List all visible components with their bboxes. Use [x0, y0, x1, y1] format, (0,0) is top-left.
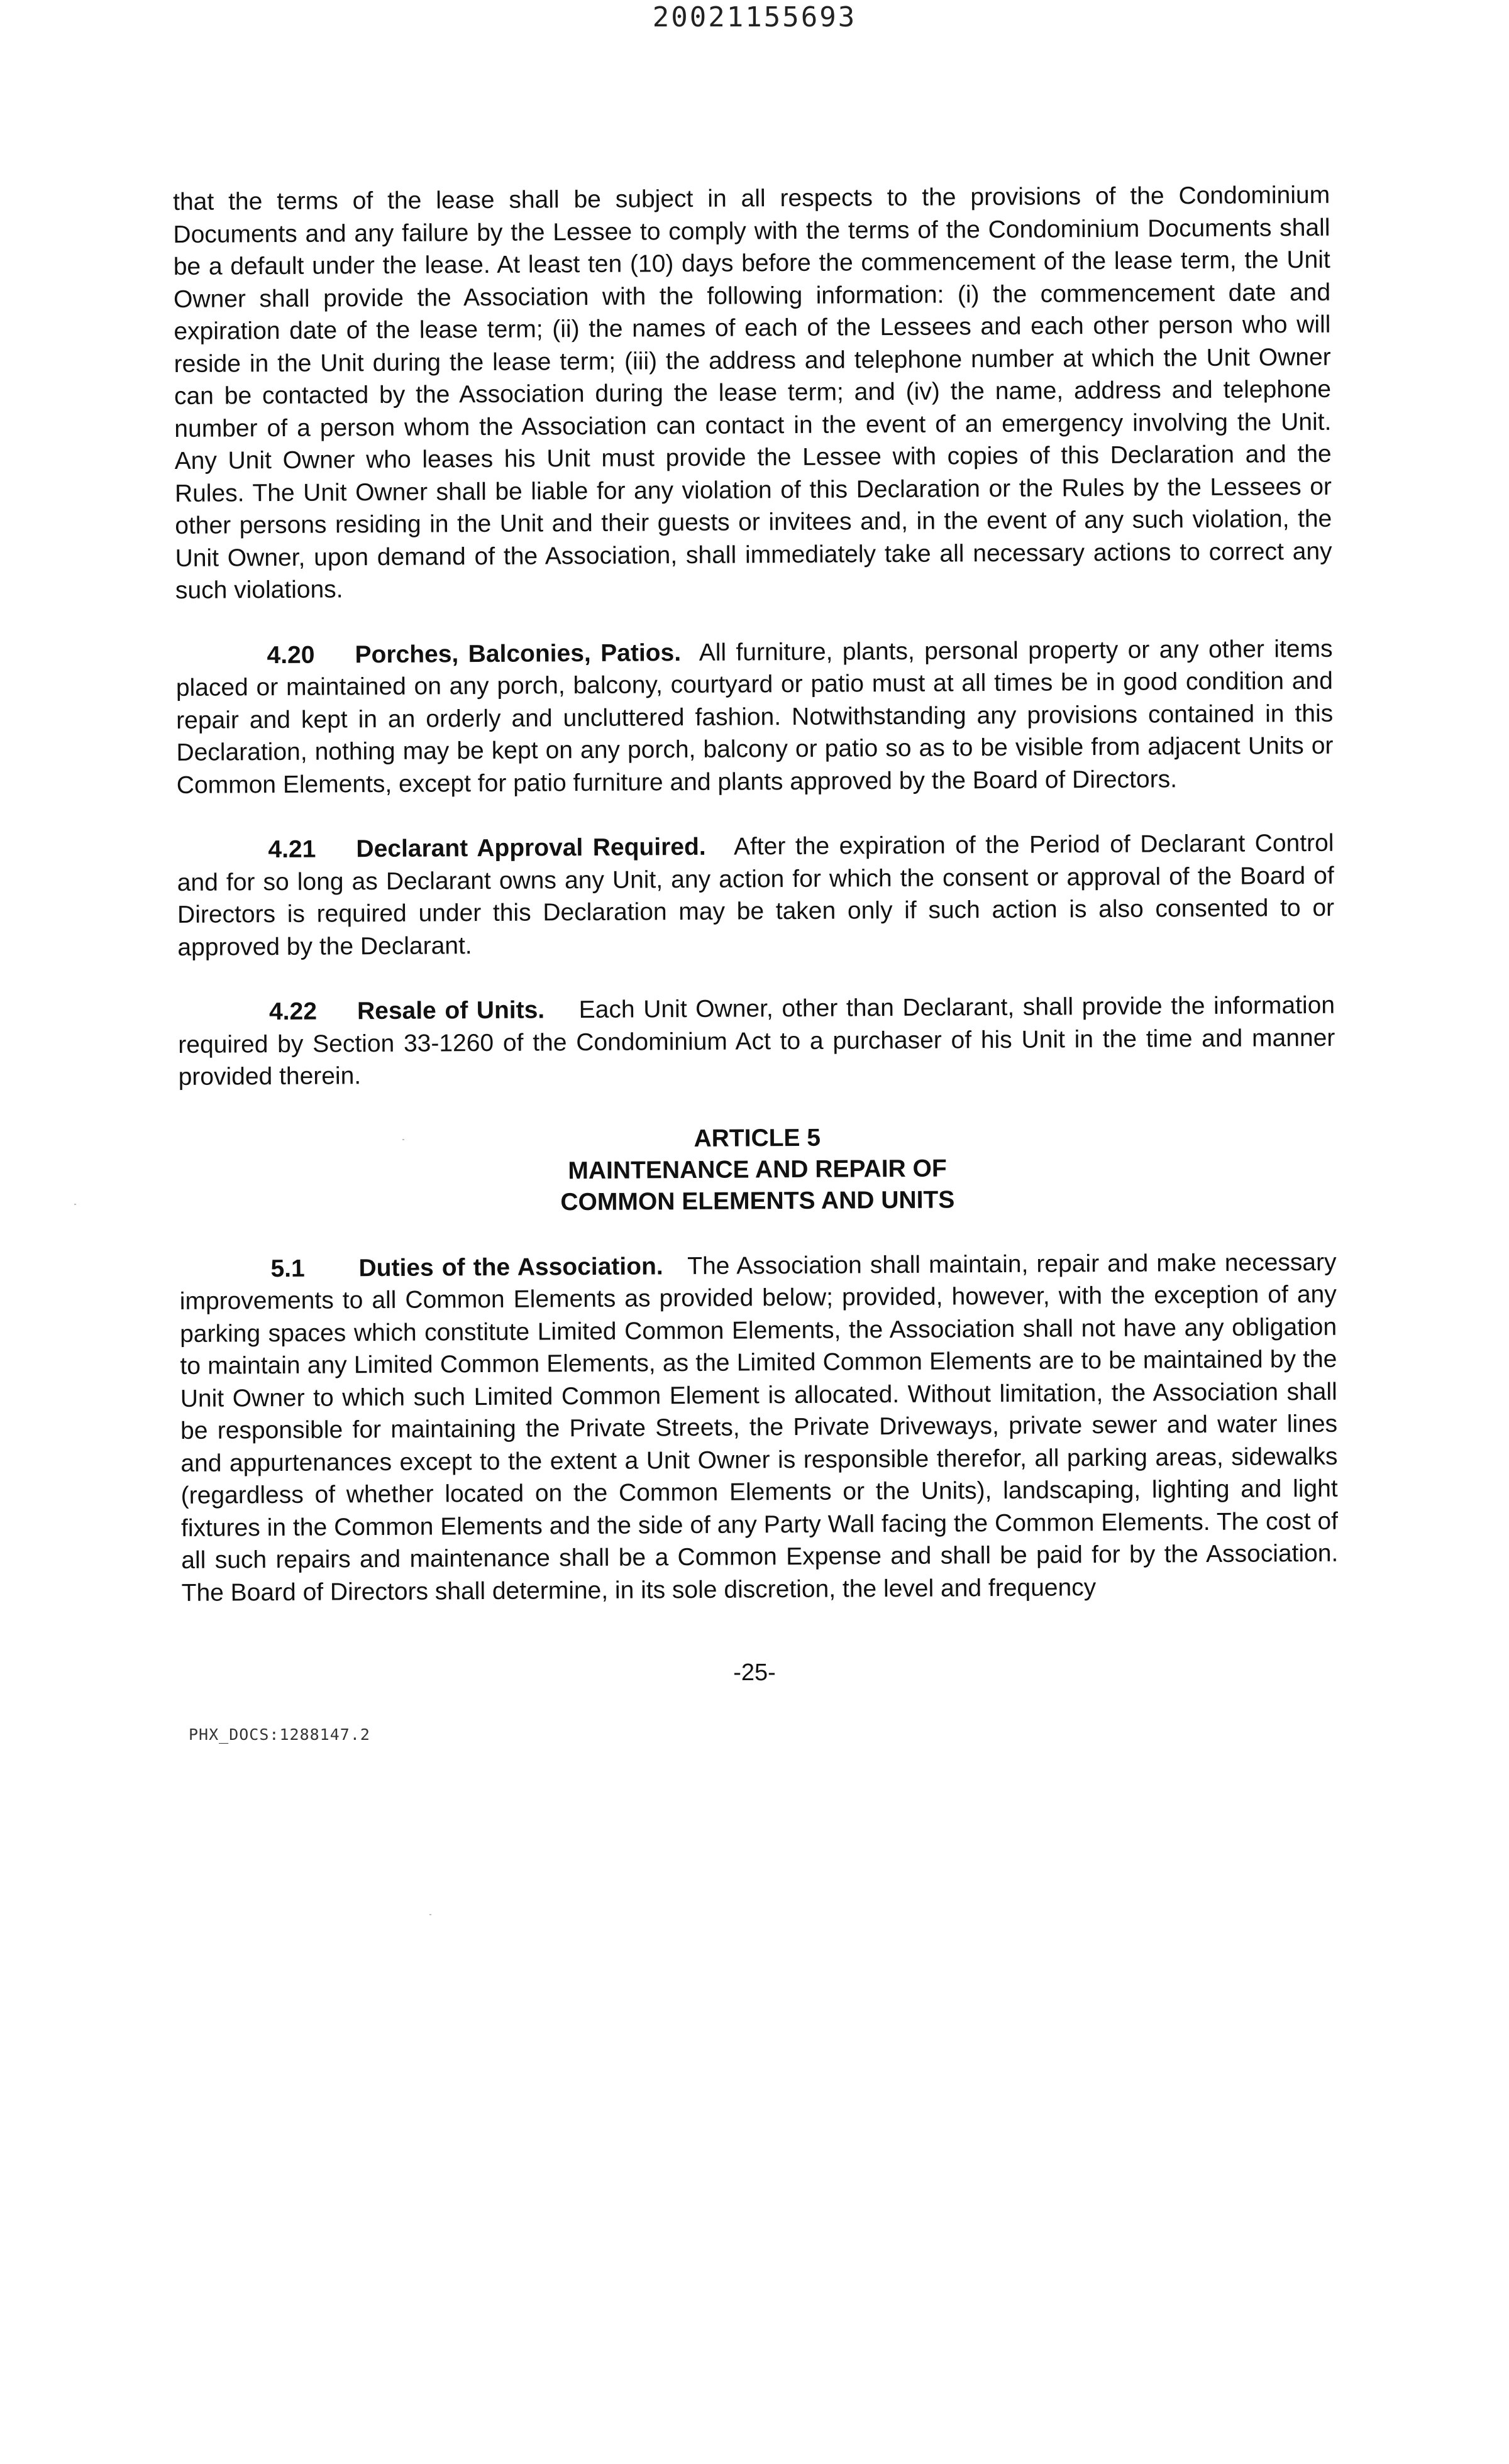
section-heading: Porches, Balconies, Patios. — [355, 639, 682, 668]
section-text: The Association shall maintain, repair and make necessary improvements to all Common Elements as provided below; provided, however, with the exception of any parking spaces which constitute Limited Common Elements, the Association shall not have any obligation to maintain any Limited Common Elements, as the Limited Common Elements are to be maintained by the Unit Owner to which such Limited Common Element is allocated. Without limitation, the Association shall be responsible for maintaining the Private Streets, the Private Driveways, private sewer and water lines and appurtenances except to the extent a Unit Owner is responsible therefor, all parking areas, sidewalks (regardless of whether located on the Common Elements or the Units), landscaping, lighting and light fixtures in the Common Elements and the side of any Party Wall facing the Common Elements. The cost of all such repairs and maintenance shall be a Common Expense and shall be paid for by the Association. The Board of Directors shall determine, in its sole discretion, the level and frequency — [179, 1248, 1339, 1607]
scan-speck — [429, 1914, 431, 1915]
section-text: Each Unit Owner, other than Declarant, shall provide the information required by Section 33-1260 of the Condominium Act to a purchaser of his Unit in the time and manner provided therein. — [178, 991, 1335, 1091]
section-number: 4.21 — [268, 835, 316, 864]
article-subtitle-line2: COMMON ELEMENTS AND UNITS — [560, 1185, 955, 1216]
section-number: 4.20 — [267, 641, 315, 669]
section-number: 5.1 — [270, 1255, 305, 1282]
article-subtitle-line1: MAINTENANCE AND REPAIR OF — [568, 1155, 947, 1184]
scan-speck — [74, 1204, 76, 1205]
document-number: 20021155693 — [652, 1, 857, 33]
article-heading — [179, 1119, 1336, 1220]
section-4-22 — [178, 989, 1335, 1094]
section-4-21 — [177, 827, 1334, 964]
section-text: All furniture, plants, personal property or any other items placed or maintained on any porch, balcony, courtyard or patio must at all times be in good condition and repair and kept in an orderly and uncluttered fashion. Notwithstanding any provisions contained in this Declaration, nothing may be kept on any porch, balcony or patio so as to be visible from adjacent Units or Common Elements, except for patio furniture and plants approved by the Board of Directors. — [175, 635, 1334, 799]
scan-speck — [402, 1139, 404, 1140]
page-number: -25- — [733, 1659, 776, 1686]
section-5-1 — [179, 1246, 1338, 1609]
section-heading: Duties of the Association. — [358, 1252, 663, 1282]
article-title: ARTICLE 5 — [694, 1124, 821, 1152]
section-heading: Declarant Approval Required. — [356, 833, 706, 863]
section-number: 4.22 — [268, 998, 318, 1026]
intro-paragraph: that the terms of the lease shall be subject in all respects to the provisions of the Condominium Documents and any failure by the Lessee to comply with the terms of the Condominium Documents shall be a default under the lease. At least ten (10) days before the commencement of the lease term, the Unit Owner shall provide the Association with the following information: (i) the commencement date and expiration date of the lease term; (ii) the names of each of the Lessees and each other person who will reside in the Unit during the lease term; (iii) the address and telephone number at which the Unit Owner can be contacted by the Association during the lease term; and (iv) the name, address and telephone number of a person whom the Association can contact in the event of an emergency involving the Unit. Any Unit Owner who leases his Unit must provide the Lessee with copies of this Declaration and the Rules. The Unit Owner shall be liable for any violation of this Declaration or the Rules by the Lessees or other persons residing in the Unit and their guests or invitees and, in the event of any such violation, the Unit Owner, upon demand of the Association, shall immediately take all necessary actions to correct any such violations. — [173, 181, 1332, 604]
section-text: After the expiration of the Period of Declarant Control and for so long as Declarant owns any Unit, any action for which the consent or approval of the Board of Directors is required under this Declaration may be taken only if such action is also consented to or approved by the Declarant. — [177, 829, 1335, 961]
section-4-20 — [175, 632, 1334, 801]
footer-document-id: PHX_DOCS:1288147.2 — [189, 1725, 370, 1744]
section-heading: Resale of Units. — [357, 996, 545, 1025]
page-body — [173, 179, 1339, 1609]
